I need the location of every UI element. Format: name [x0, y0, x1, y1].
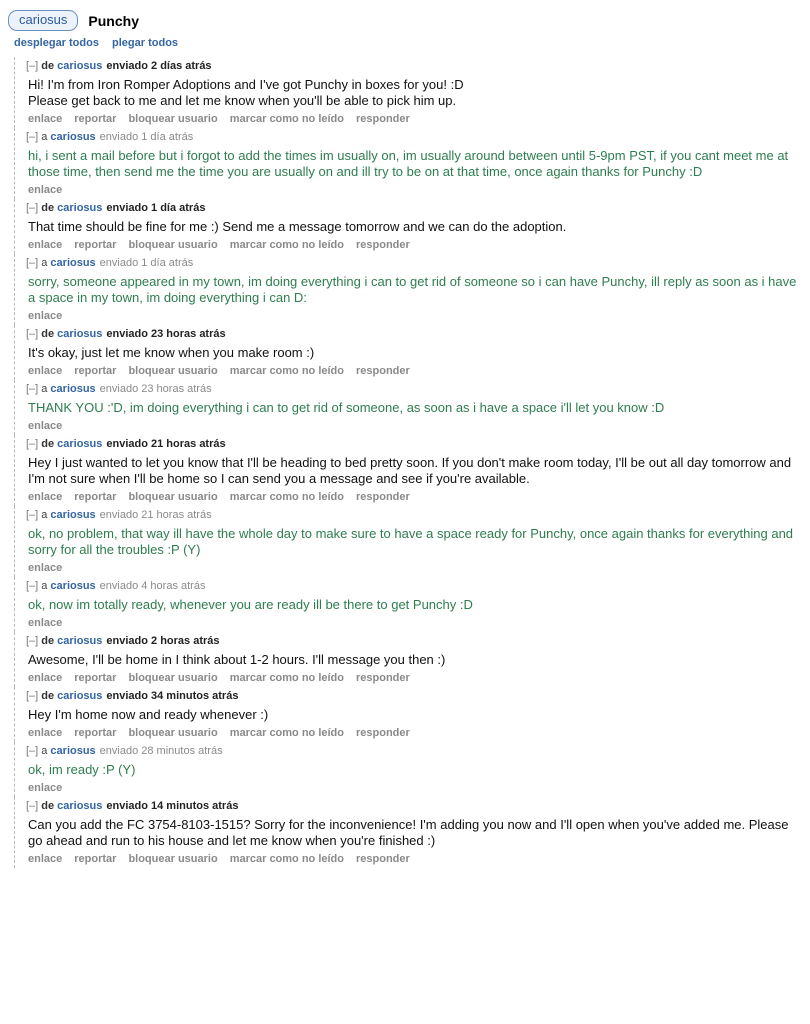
message-direction: de	[41, 328, 55, 340]
action-reportar[interactable]: reportar	[74, 365, 117, 377]
message-actions	[26, 560, 802, 575]
collapse-toggle[interactable]: [–]	[26, 800, 39, 812]
message-author[interactable]: cariosus	[57, 635, 103, 647]
message-timestamp: enviado 28 minutos atrás	[99, 745, 223, 757]
message-actions	[26, 780, 802, 795]
message-item	[0, 687, 810, 742]
action-enlace[interactable]: enlace	[28, 491, 63, 503]
message-direction: de	[41, 60, 55, 72]
message-meta	[26, 744, 802, 759]
action-enlace[interactable]: enlace	[28, 184, 63, 196]
action-enlace[interactable]: enlace	[28, 239, 63, 251]
thread-header	[0, 8, 810, 33]
message-item	[0, 254, 810, 325]
message-paragraph: sorry, someone appeared in my town, im doing everything i can to get rid of someone so i can have Punchy, ill reply as soon as i have a space in my town, im doing everything i can D:	[28, 274, 797, 305]
message-actions	[26, 111, 802, 126]
message-meta	[26, 382, 802, 397]
message-timestamp: enviado 2 días atrás	[106, 60, 212, 72]
message-actions	[26, 182, 802, 197]
action-marcar-como-no-leido[interactable]: marcar como no leído	[229, 239, 344, 251]
message-author[interactable]: cariosus	[57, 328, 103, 340]
message-body	[26, 649, 798, 670]
message-meta	[26, 256, 802, 271]
message-meta	[26, 59, 802, 74]
message-paragraph: hi, i sent a mail before but i forgot to add the times im usually on, im usually around between until 5-9pm PST, if you cant meet me at those time, then send me the time you are usually on and ill try to be on at that time, once again thanks for Punchy :D	[28, 148, 789, 179]
message-meta	[26, 579, 802, 594]
message-paragraph: THANK YOU :'D, im doing everything i can to get rid of someone, as soon as i have a space i'll let you know :D	[28, 400, 665, 415]
message-author[interactable]: cariosus	[57, 800, 103, 812]
message-meta	[26, 689, 802, 704]
message-paragraph: Can you add the FC 3754-8103-1515? Sorry for the inconvenience! I'm adding you now and I'll open when you've added me. Please go ahead and run to his house and let me know when you're finished :)	[28, 817, 789, 848]
collapse-toggle[interactable]: [–]	[26, 328, 39, 340]
collapse-toggle[interactable]: [–]	[26, 257, 39, 269]
message-body	[26, 145, 798, 182]
action-enlace[interactable]: enlace	[28, 853, 63, 865]
action-reportar[interactable]: reportar	[74, 491, 117, 503]
message-author[interactable]: cariosus	[57, 60, 103, 72]
message-direction: a	[41, 383, 48, 395]
message-author[interactable]: cariosus	[50, 745, 96, 757]
message-item	[0, 632, 810, 687]
message-item	[0, 797, 810, 868]
action-responder[interactable]: responder	[356, 672, 410, 684]
message-actions	[26, 489, 802, 504]
message-item	[0, 435, 810, 506]
collapse-toggle[interactable]: [–]	[26, 383, 39, 395]
collapse-toggle[interactable]: [–]	[26, 131, 39, 143]
message-item	[0, 325, 810, 380]
action-reportar[interactable]: reportar	[74, 853, 117, 865]
message-direction: de	[41, 202, 55, 214]
collapse-toggle[interactable]: [–]	[26, 438, 39, 450]
action-bloquear-usuario[interactable]: bloquear usuario	[128, 365, 218, 377]
message-meta	[26, 634, 802, 649]
action-enlace[interactable]: enlace	[28, 310, 63, 322]
action-bloquear-usuario[interactable]: bloquear usuario	[128, 491, 218, 503]
message-actions	[26, 418, 802, 433]
message-paragraph: Hey I'm home now and ready whenever :)	[28, 707, 269, 722]
collapse-toggle[interactable]: [–]	[26, 635, 39, 647]
message-actions	[26, 670, 802, 685]
message-body	[26, 74, 798, 111]
message-timestamp: enviado 23 horas atrás	[99, 383, 212, 395]
message-actions	[26, 851, 802, 866]
message-body	[26, 271, 798, 308]
message-actions	[26, 615, 802, 630]
message-body	[26, 397, 798, 418]
message-direction: a	[41, 580, 48, 592]
collapse-toggle[interactable]: [–]	[26, 690, 39, 702]
action-responder[interactable]: responder	[356, 853, 410, 865]
message-direction: de	[41, 438, 55, 450]
message-timestamp: enviado 21 horas atrás	[99, 509, 212, 521]
message-actions	[26, 308, 802, 323]
message-direction: de	[41, 635, 55, 647]
message-actions	[26, 363, 802, 378]
message-item	[0, 506, 810, 577]
message-body	[26, 342, 798, 363]
message-author[interactable]: cariosus	[57, 690, 103, 702]
message-meta	[26, 508, 802, 523]
action-bloquear-usuario[interactable]: bloquear usuario	[128, 113, 218, 125]
message-body	[26, 759, 798, 780]
action-marcar-como-no-leido[interactable]: marcar como no leído	[229, 853, 344, 865]
message-direction: a	[41, 745, 48, 757]
message-timestamp: enviado 2 horas atrás	[106, 635, 220, 647]
action-reportar[interactable]: reportar	[74, 672, 117, 684]
action-enlace[interactable]: enlace	[28, 420, 63, 432]
message-author[interactable]: cariosus	[50, 131, 96, 143]
message-meta	[26, 130, 802, 145]
action-responder[interactable]: responder	[356, 727, 410, 739]
message-author[interactable]: cariosus	[50, 383, 96, 395]
message-body	[26, 814, 798, 851]
thread-title: Punchy	[88, 12, 139, 29]
message-timestamp: enviado 14 minutos atrás	[106, 800, 239, 812]
collapse-toggle[interactable]: [–]	[26, 580, 39, 592]
action-marcar-como-no-leido[interactable]: marcar como no leído	[229, 727, 344, 739]
message-body	[26, 452, 798, 489]
expand-all-link[interactable]: desplegar todos	[14, 37, 99, 49]
action-reportar[interactable]: reportar	[74, 113, 117, 125]
message-actions	[26, 237, 802, 252]
message-direction: de	[41, 800, 55, 812]
message-paragraph: ok, now im totally ready, whenever you are ready ill be there to get Punchy :D	[28, 597, 473, 612]
action-marcar-como-no-leido[interactable]: marcar como no leído	[229, 365, 344, 377]
message-meta	[26, 437, 802, 452]
message-timestamp: enviado 1 día atrás	[106, 202, 206, 214]
action-marcar-como-no-leido[interactable]: marcar como no leído	[229, 672, 344, 684]
collapse-toggle[interactable]: [–]	[26, 509, 39, 521]
message-paragraph: That time should be fine for me :) Send me a message tomorrow and we can do the adoption.	[28, 219, 567, 234]
action-reportar[interactable]: reportar	[74, 727, 117, 739]
message-meta	[26, 327, 802, 342]
message-list	[0, 57, 810, 878]
message-paragraph: Awesome, I'll be home in I think about 1-2 hours. I'll message you then :)	[28, 652, 446, 667]
message-item	[0, 128, 810, 199]
action-enlace[interactable]: enlace	[28, 113, 63, 125]
message-paragraph: Hi! I'm from Iron Romper Adoptions and I've got Punchy in boxes for you! :D	[28, 77, 464, 92]
collapse-toggle[interactable]: [–]	[26, 202, 39, 214]
message-author[interactable]: cariosus	[50, 509, 96, 521]
message-direction: a	[41, 131, 48, 143]
message-paragraph: ok, no problem, that way ill have the whole day to make sure to have a space ready for Punchy, once again thanks for everything and sorry for all the troubles :P (Y)	[28, 526, 794, 557]
message-meta	[26, 799, 802, 814]
thread-controls	[0, 33, 810, 53]
action-responder[interactable]: responder	[356, 365, 410, 377]
message-timestamp: enviado 34 minutos atrás	[106, 690, 239, 702]
action-enlace[interactable]: enlace	[28, 727, 63, 739]
message-item	[0, 57, 810, 128]
message-paragraph: It's okay, just let me know when you make room :)	[28, 345, 315, 360]
message-meta	[26, 201, 802, 216]
action-enlace[interactable]: enlace	[28, 562, 63, 574]
action-enlace[interactable]: enlace	[28, 672, 63, 684]
message-paragraph: Hey I just wanted to let you know that I'll be heading to bed pretty soon. If you don't make room today, I'll be out all day tomorrow and I'm not sure when I'll be home so I can send you a message and see if you're available.	[28, 455, 792, 486]
action-bloquear-usuario[interactable]: bloquear usuario	[128, 672, 218, 684]
message-item	[0, 380, 810, 435]
message-timestamp: enviado 1 día atrás	[99, 257, 194, 269]
action-reportar[interactable]: reportar	[74, 239, 117, 251]
action-bloquear-usuario[interactable]: bloquear usuario	[128, 727, 218, 739]
message-direction: de	[41, 690, 55, 702]
message-body	[26, 523, 798, 560]
collapse-toggle[interactable]: [–]	[26, 745, 39, 757]
collapse-all-link[interactable]: plegar todos	[112, 37, 179, 49]
message-item	[0, 742, 810, 797]
action-responder[interactable]: responder	[356, 113, 410, 125]
action-responder[interactable]: responder	[356, 491, 410, 503]
action-enlace[interactable]: enlace	[28, 617, 63, 629]
message-paragraph: Please get back to me and let me know when you'll be able to pick him up.	[28, 93, 457, 108]
action-responder[interactable]: responder	[356, 239, 410, 251]
message-body	[26, 704, 798, 725]
action-marcar-como-no-leido[interactable]: marcar como no leído	[229, 113, 344, 125]
message-direction: a	[41, 509, 48, 521]
message-author[interactable]: cariosus	[57, 202, 103, 214]
username-chip[interactable]: cariosus	[8, 10, 78, 31]
action-marcar-como-no-leido[interactable]: marcar como no leído	[229, 491, 344, 503]
message-timestamp: enviado 21 horas atrás	[106, 438, 226, 450]
message-body	[26, 216, 798, 237]
message-actions	[26, 725, 802, 740]
message-timestamp: enviado 1 día atrás	[99, 131, 194, 143]
message-timestamp: enviado 4 horas atrás	[99, 580, 206, 592]
action-enlace[interactable]: enlace	[28, 782, 63, 794]
message-item	[0, 199, 810, 254]
message-author[interactable]: cariosus	[50, 257, 96, 269]
action-enlace[interactable]: enlace	[28, 365, 63, 377]
action-bloquear-usuario[interactable]: bloquear usuario	[128, 239, 218, 251]
message-direction: a	[41, 257, 48, 269]
message-paragraph: ok, im ready :P (Y)	[28, 762, 136, 777]
action-bloquear-usuario[interactable]: bloquear usuario	[128, 853, 218, 865]
message-item	[0, 577, 810, 632]
message-timestamp: enviado 23 horas atrás	[106, 328, 226, 340]
message-author[interactable]: cariosus	[50, 580, 96, 592]
collapse-toggle[interactable]: [–]	[26, 60, 39, 72]
message-body	[26, 594, 798, 615]
message-author[interactable]: cariosus	[57, 438, 103, 450]
